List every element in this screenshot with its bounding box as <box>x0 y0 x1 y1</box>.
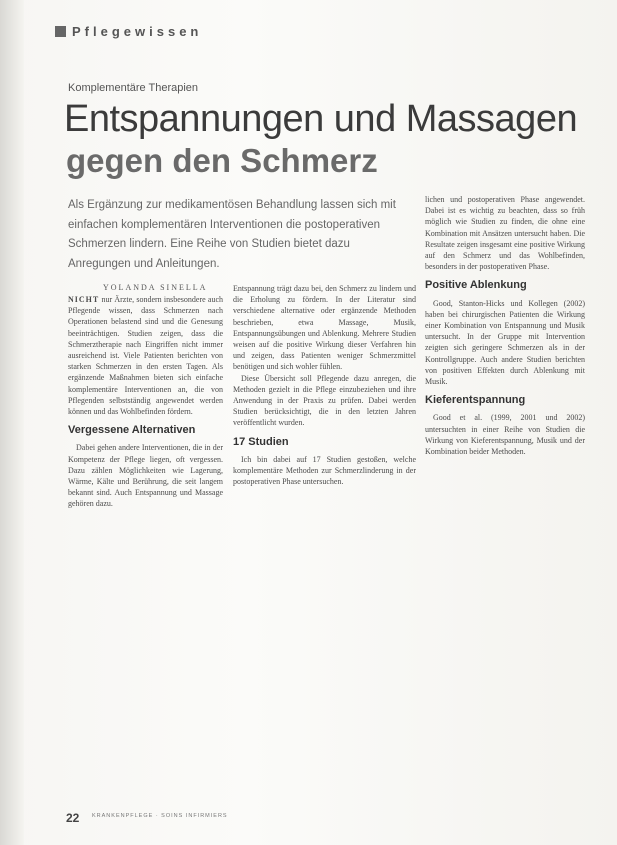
paragraph: Good et al. (1999, 2001 und 2002) untersuchten in einer Reihe von Studien die Wirkung von Kieferentspannung, Musik und der Kombination beider Methoden. <box>425 413 585 457</box>
paragraph: Dabei gehen andere Interventionen, die in der Kompetenz der Pflege liegen, oft vergessen. Dazu zählen Möglichkeiten wie Lagerung, Wärme, Kälte und Berührung, die seit langem bekannt sind. Auch Entspannung und Massage gehören dazu. <box>68 443 223 509</box>
kicker: Komplementäre Therapien <box>68 82 199 94</box>
paragraph: lichen und postoperativen Phase angewendet. Dabei ist es wichtig zu beachten, dass so früh möglich wie Studien zu finden, die ohne eine Kombination mit Ansätzen untersucht haben. Die Resultate zeigen insgesamt eine positive Wirkung auf den Schmerz und das Wohlbefinden, besonders in der postoperativen Phase. <box>425 195 585 272</box>
column-1 <box>68 294 223 510</box>
paragraph: Entspannung trägt dazu bei, den Schmerz zu lindern und die Erholung zu fördern. In der Literatur sind verschiedene alternative oder ergänzende Methoden beschrieben, etwa Massage, Musik, Entspannungsübungen und Ablenkung. Mehrere Studien weisen auf die positive Wirkung dieser Verfahren hin und zeigen, dass Patienten weniger Schmerzmittel benötigen und sich wohler fühlen. <box>233 284 416 372</box>
magazine-name: KRANKENPFLEGE · SOINS INFIRMIERS <box>92 813 228 819</box>
column-2 <box>233 283 416 487</box>
paragraph-text: nur Ärzte, sondern insbesondere auch Pflegende wissen, dass Schmerzen nach Operationen belastend sind und die Genesung beeinträchtigen. Studien zeigen, dass die Schmerztherapie nach Eingriffen nicht immer ausreichend ist. Viele Patienten berichten von starken Schmerzen in den ersten Tagen. Als ergänzende Maßnahmen bieten sich einfache komplementäre Interventionen an, die von Pflegenden selbstständig angewendet werden können und das Wohlbefinden fördern. <box>68 295 224 417</box>
title-line-1: Entspannungen und Massagen <box>64 98 578 140</box>
dropcap: NICHT <box>68 295 100 304</box>
title-line-2: gegen den Schmerz <box>66 142 378 179</box>
lead-paragraph: Als Ergänzung zur medikamentösen Behandlung lassen sich mit einfachen komplementären Interventionen die postoperativen Schmerzen lindern. Eine Reihe von Studien bietet dazu Anregungen und Anleitungen. <box>68 199 396 270</box>
square-icon <box>55 26 66 37</box>
paragraph: Diese Übersicht soll Pflegende dazu anregen, die Methoden gezielt in die Pflege einzubeziehen und ihre Anwendung in der Praxis zu prüfen. Dabei werden Studien berücksichtigt, die in den letzten Jahren veröffentlicht wurden. <box>233 373 416 428</box>
subheading-ablenkung: Positive Ablenkung <box>425 279 527 292</box>
subheading-kiefer: Kieferentspannung <box>425 394 526 407</box>
section-label: Pflegewissen <box>72 24 203 39</box>
column-3 <box>425 194 585 457</box>
section-header <box>55 24 202 39</box>
subheading-vergessene: Vergessene Alternativen <box>68 424 196 437</box>
paragraph: Good, Stanton-Hicks und Kollegen (2002) haben bei chirurgischen Patienten die Wirkung einer Kombination von Entspannung und Musik untersucht. In der Gruppe mit Intervention zeigten sich geringere Schmerzen als in der Kontrollgruppe. Auch andere Studien berichten von positiven Effekten durch Ablenkung mit Musik. <box>425 298 585 387</box>
subheading-studien: 17 Studien <box>233 435 289 448</box>
page-number: 22 <box>66 811 80 825</box>
page-edge-shadow <box>0 0 24 845</box>
author-byline: YOLANDA SINELLA <box>103 283 208 292</box>
paragraph <box>68 294 223 417</box>
paragraph: Ich bin dabei auf 17 Studien gestoßen, welche komplementäre Methoden zur Schmerzlinderung in der postoperativen Phase untersuchen. <box>233 454 416 487</box>
